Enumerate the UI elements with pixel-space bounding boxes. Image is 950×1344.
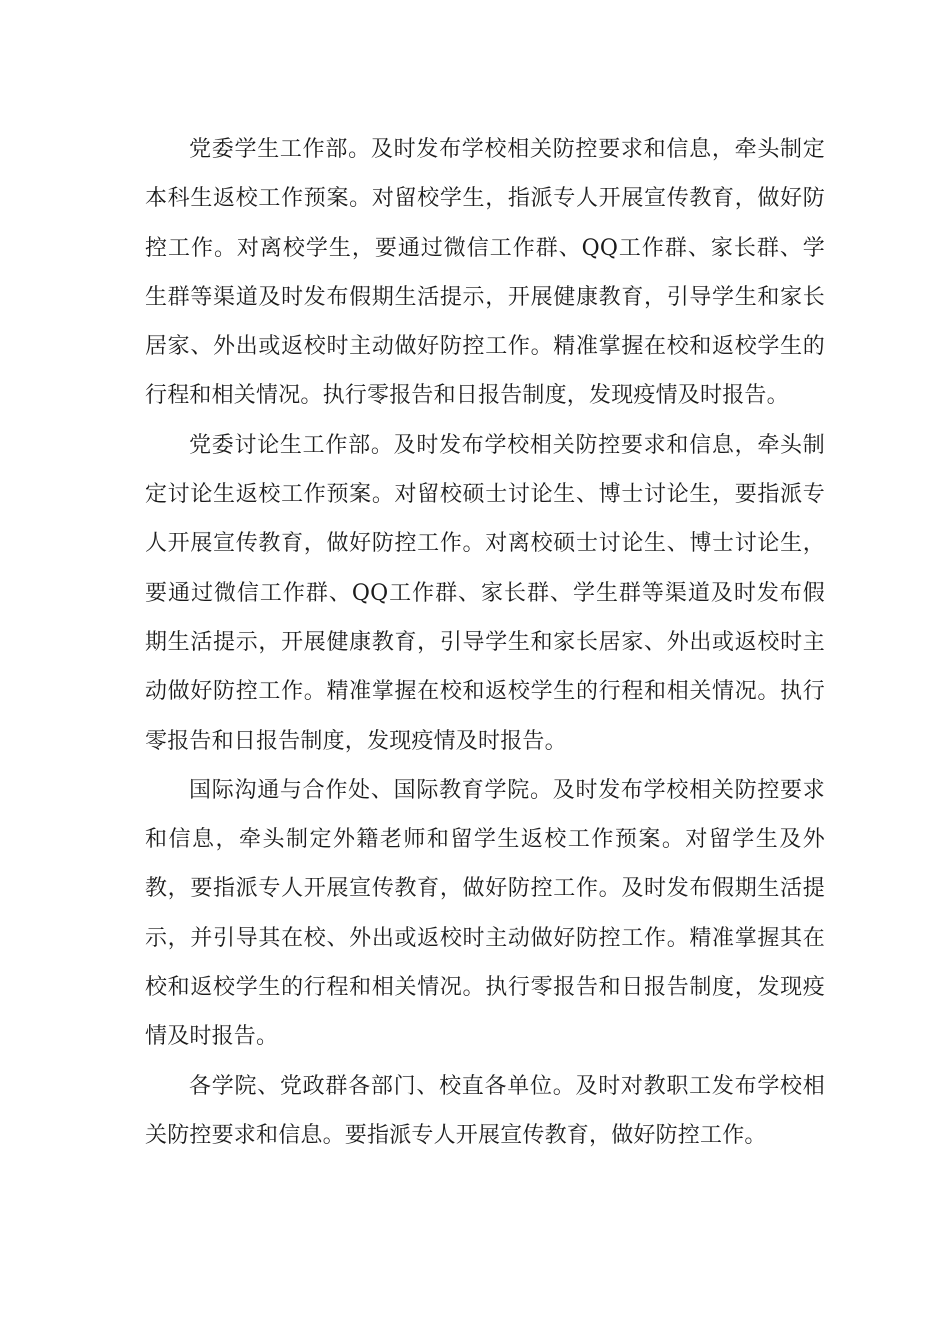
paragraph-graduate-affairs: 党委讨论生工作部。及时发布学校相关防控要求和信息，牵头制定讨论生返校工作预案。对留校硕士讨论生、博士讨论生，要指派专人开展宣传教育，做好防控工作。对离校硕士讨论生、博士讨论生，要通过微信工作群、QQ工作群、家长群、学生群等渠道及时发布假期生活提示，开展健康教育，引导学生和家长居家、外出或返校时主动做好防控工作。精准掌握在校和返校学生的行程和相关情况。执行零报告和日报告制度，发现疫情及时报告。: [145, 432, 825, 754]
document-body: [145, 125, 825, 1160]
paragraph-international-office: 国际沟通与合作处、国际教育学院。及时发布学校相关防控要求和信息，牵头制定外籍老师和留学生返校工作预案。对留学生及外教，要指派专人开展宣传教育，做好防控工作。及时发布假期生活提示，并引导其在校、外出或返校时主动做好防控工作。精准掌握其在校和返校学生的行程和相关情况。执行零报告和日报告制度，发现疫情及时报告。: [145, 777, 825, 1050]
paragraph-departments: 各学院、党政群各部门、校直各单位。及时对教职工发布学校相关防控要求和信息。要指派专人开展宣传教育，做好防控工作。: [145, 1073, 825, 1148]
paragraph-student-affairs: 党委学生工作部。及时发布学校相关防控要求和信息，牵头制定本科生返校工作预案。对留校学生，指派专人开展宣传教育，做好防控工作。对离校学生，要通过微信工作群、QQ工作群、家长群、学生群等渠道及时发布假期生活提示，开展健康教育，引导学生和家长居家、外出或返校时主动做好防控工作。精准掌握在校和返校学生的行程和相关情况。执行零报告和日报告制度，发现疫情及时报告。: [145, 137, 825, 409]
